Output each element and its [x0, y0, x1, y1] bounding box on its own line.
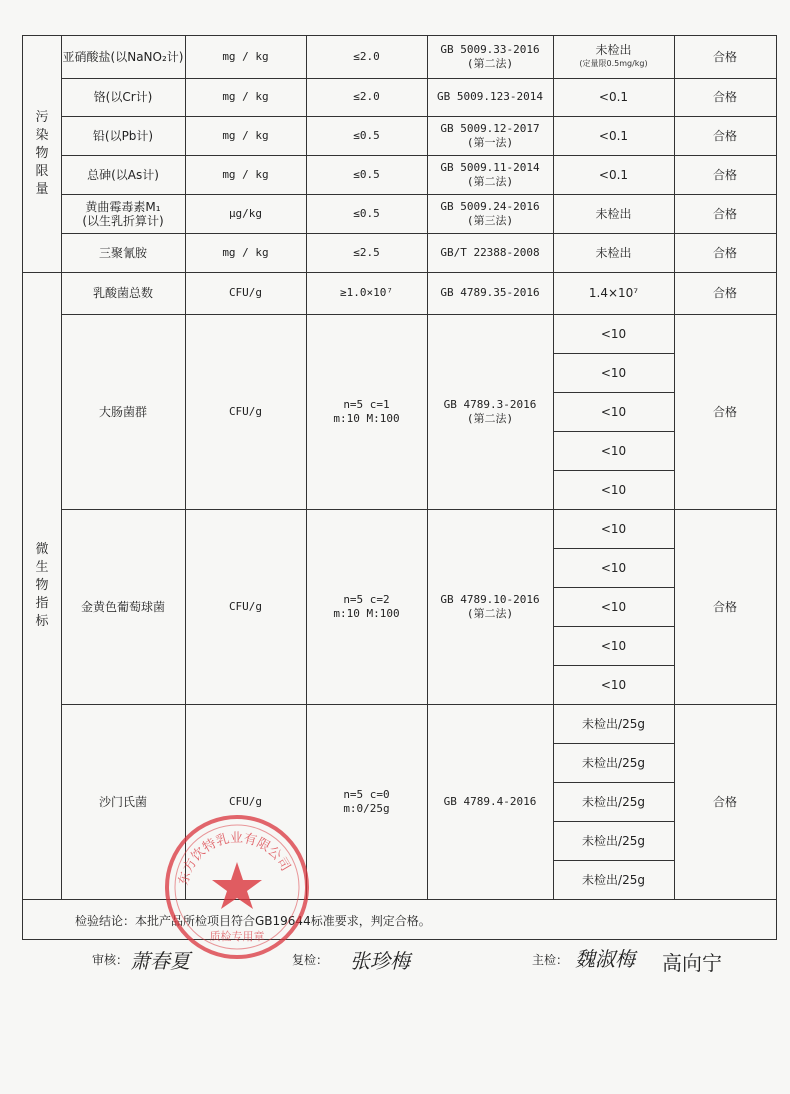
limit: ≥1.0×10⁷	[340, 286, 393, 299]
unit: mg / kg	[222, 128, 269, 142]
verdict: 合格	[712, 794, 737, 809]
limit: ≤0.5	[353, 128, 380, 142]
verdict: 合格	[712, 128, 737, 143]
unit: mg / kg	[222, 245, 269, 259]
result: <10	[600, 326, 627, 341]
limit: ≤2.0	[353, 90, 380, 103]
result: <10	[600, 521, 627, 536]
signature-row	[0, 945, 790, 985]
verdict: 合格	[712, 90, 737, 104]
item-name: 铅(以Pb计)	[92, 128, 154, 143]
result: 未检出 (定量限0.5mg/kg)	[579, 43, 648, 68]
result: <10	[600, 443, 627, 458]
item-name: 亚硝酸盐(以NaNO₂计)	[62, 50, 184, 64]
item-name: 乳酸菌总数	[92, 286, 153, 300]
unit: mg / kg	[222, 50, 269, 63]
method: GB/T 22388-2008	[440, 245, 540, 259]
result: <10	[600, 560, 627, 575]
verdict: 合格	[712, 286, 737, 300]
limit: ≤0.5	[353, 206, 380, 220]
method: GB 5009.123-2014	[437, 90, 543, 103]
svg-text:质检专用章: 质检专用章	[209, 930, 265, 943]
item-name: 沙门氏菌	[98, 794, 147, 809]
method: GB 4789.35-2016	[440, 286, 540, 299]
result: 未检出	[595, 206, 632, 221]
item-name: 铬(以Cr计)	[93, 90, 153, 104]
item-name: 总砷(以As计)	[87, 167, 159, 182]
review-label: 审核：	[92, 953, 129, 967]
method: GB 4789.4-2016	[443, 794, 537, 808]
result: 未检出/25g	[582, 794, 645, 809]
result: <10	[600, 365, 627, 380]
limit: ≤2.5	[353, 245, 380, 259]
method: GB 4789.3-2016 (第二法)	[443, 397, 537, 425]
method: GB 5009.12-2017 (第一法)	[440, 121, 540, 149]
result: 未检出/25g	[582, 833, 645, 848]
method: GB 5009.11-2014 (第二法)	[440, 160, 540, 188]
unit: mg / kg	[222, 90, 269, 103]
result: 未检出/25g	[582, 755, 645, 770]
result: <10	[600, 677, 627, 692]
unit: CFU/g	[228, 286, 263, 299]
table-rule	[23, 899, 776, 900]
result: 未检出/25g	[582, 716, 645, 731]
verdict: 合格	[712, 404, 737, 419]
item-name: 三聚氰胺	[98, 245, 147, 260]
unit: mg / kg	[222, 167, 269, 181]
limit: ≤2.0	[353, 50, 380, 63]
limit: n=5 c=0 m:0/25g	[343, 787, 390, 815]
recheck-label: 复检：	[292, 953, 329, 967]
verdict: 合格	[712, 50, 737, 64]
main-signature-1: 魏淑梅	[575, 947, 635, 971]
limit: n=5 c=1 m:10 M:100	[333, 397, 400, 425]
unit: μg/kg	[228, 206, 263, 220]
main-signature-2: 高向宁	[662, 951, 722, 975]
result: <0.1	[598, 90, 629, 104]
result: 未检出	[595, 245, 632, 260]
conclusion-text: 检验结论：本批产品所检项目符合GB19644标准要求，判定合格。	[75, 914, 431, 928]
result: <10	[600, 599, 627, 614]
result: <10	[600, 638, 627, 653]
section-contaminants: 污 染 物 限 量	[35, 110, 49, 197]
limit: ≤0.5	[353, 167, 380, 181]
verdict: 合格	[712, 206, 737, 221]
verdict: 合格	[712, 167, 737, 182]
verdict: 合格	[712, 245, 737, 260]
report-table	[22, 35, 777, 940]
main-label: 主检：	[532, 953, 569, 967]
recheck-signature: 张珍梅	[350, 949, 410, 973]
unit: CFU/g	[228, 794, 263, 808]
item-name: 金黄色葡萄球菌	[80, 599, 165, 614]
review-signature: 萧春夏	[130, 949, 190, 973]
svg-text:东方饮特乳业有限公司: 东方饮特乳业有限公司	[176, 830, 293, 887]
unit: CFU/g	[228, 599, 263, 613]
method: GB 5009.33-2016 (第二法)	[440, 43, 540, 70]
result: <10	[600, 404, 627, 419]
unit: CFU/g	[228, 404, 263, 418]
method: GB 5009.24-2016 (第三法)	[440, 199, 540, 227]
item-name: 大肠菌群	[98, 404, 147, 419]
result: <0.1	[598, 128, 629, 143]
limit: n=5 c=2 m:10 M:100	[333, 592, 400, 620]
verdict: 合格	[712, 599, 737, 614]
result: <10	[600, 482, 627, 497]
section-microbial: 微 生 物 指 标	[35, 541, 49, 629]
result: 未检出/25g	[582, 872, 645, 887]
item-name: 黄曲霉毒素M₁ (以生乳折算计)	[82, 199, 164, 228]
method: GB 4789.10-2016 (第二法)	[440, 592, 540, 620]
result: <0.1	[598, 167, 629, 182]
result: 1.4×10⁷	[588, 286, 639, 300]
company-seal	[162, 812, 312, 962]
